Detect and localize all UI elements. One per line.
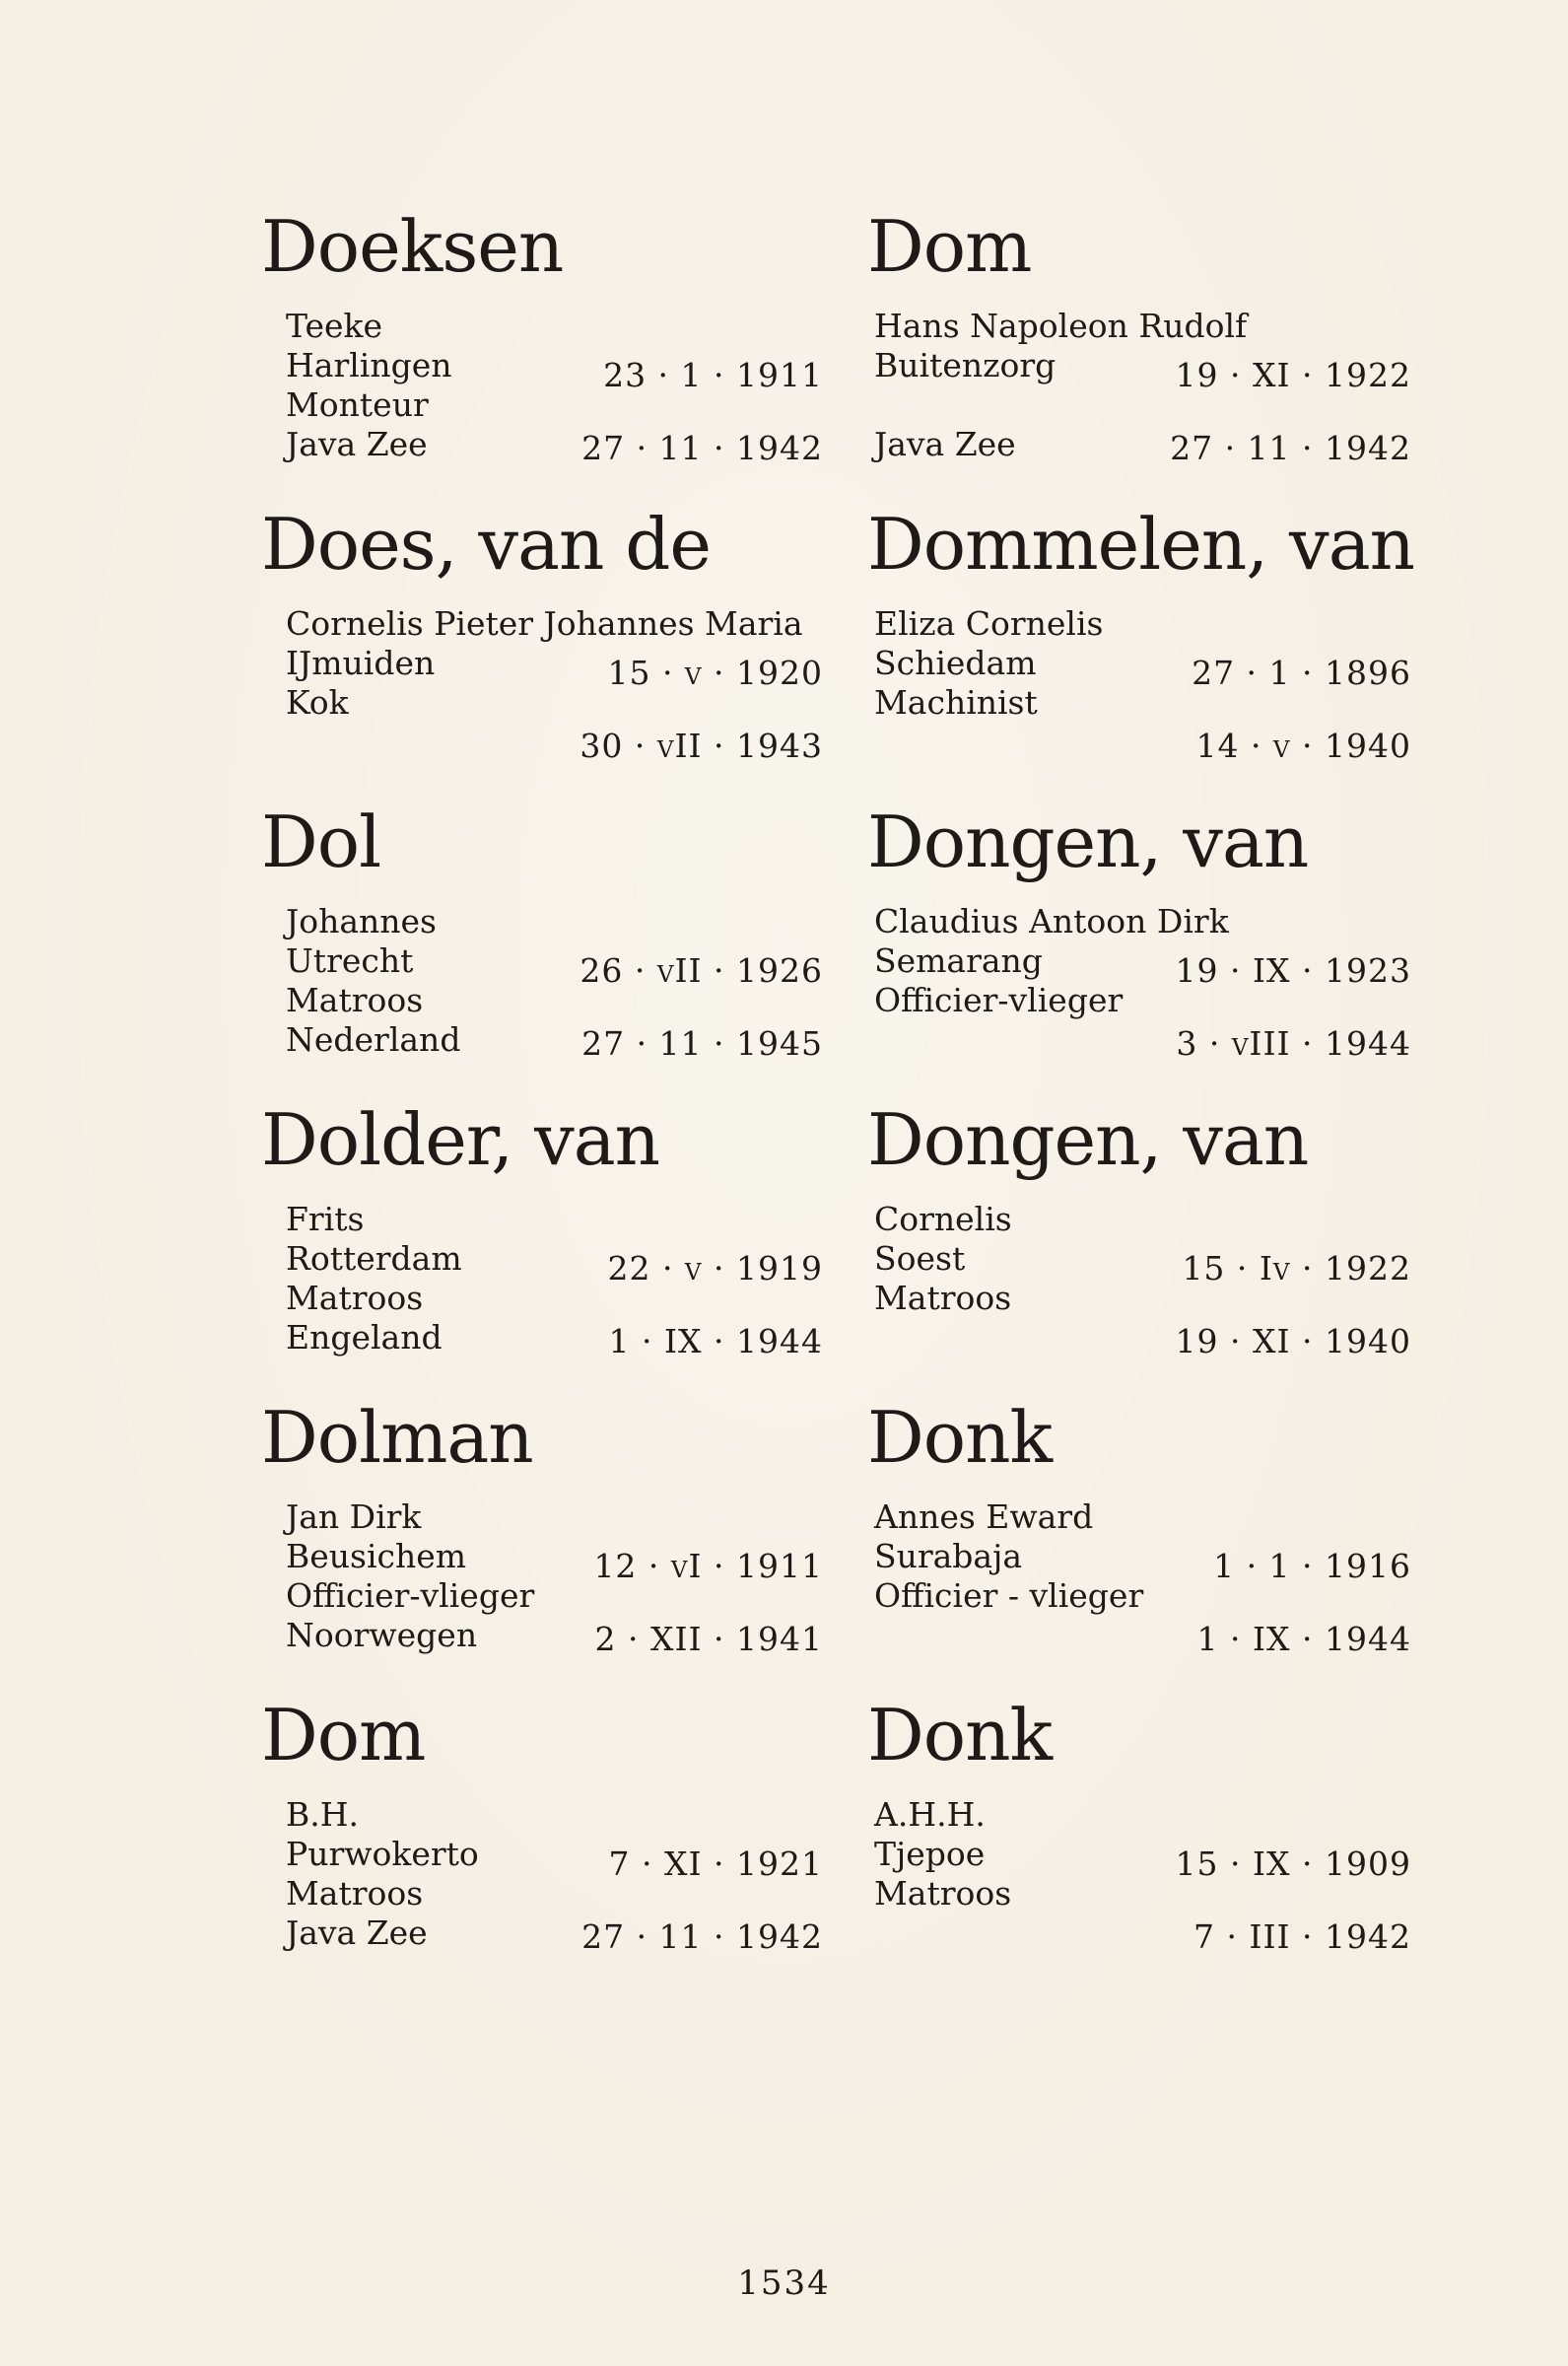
death-row: [261, 425, 823, 467]
given-names: Frits: [286, 1200, 365, 1238]
birthplace: Buitenzorg: [874, 346, 1057, 384]
given-names: Jan Dirk: [286, 1497, 422, 1536]
birth-row: [867, 941, 1411, 990]
occupation: Matroos: [286, 981, 424, 1019]
given-names: Cornelis: [874, 1200, 1012, 1238]
given-names-row: [261, 1497, 823, 1537]
birthplace: Purwokerto: [286, 1835, 479, 1873]
birth-date: 23 · 1 · 1911: [603, 356, 823, 394]
occupation: Machinist: [874, 683, 1038, 722]
occupation: Matroos: [286, 1279, 424, 1317]
birth-date: 26 · vII · 1926: [579, 951, 823, 990]
given-names-row: [867, 307, 1411, 346]
entry-card: [867, 202, 1411, 500]
occupation: Officier - vlieger: [874, 1576, 1144, 1615]
given-names: Cornelis Pieter Johannes Maria: [286, 604, 803, 643]
occupation-row: [261, 385, 823, 425]
given-names-row: [867, 902, 1411, 941]
death-date: 1 · IX · 1944: [608, 1322, 823, 1360]
death-date: 2 · XII · 1941: [594, 1620, 823, 1658]
death-row: [867, 1914, 1411, 1956]
entry-card: [261, 202, 823, 500]
death-date: 27 · 11 · 1942: [581, 429, 823, 467]
death-row: [261, 1020, 823, 1063]
surname: Dongen, van: [867, 1098, 1309, 1181]
entry-card: [261, 1095, 823, 1393]
given-names-row: [261, 604, 823, 644]
surname: Dolder, van: [261, 1098, 660, 1181]
death-row: [867, 1318, 1411, 1360]
birthplace: Tjepoe: [874, 1835, 986, 1873]
death-place: Noorwegen: [286, 1616, 478, 1654]
occupation: Kok: [286, 683, 349, 722]
surname: Dol: [261, 800, 381, 883]
surname: Does, van de: [261, 503, 711, 586]
death-date: 27 · 11 · 1942: [581, 1917, 823, 1956]
right-column: [867, 202, 1414, 1988]
birth-row: [867, 346, 1411, 394]
entry-card: [867, 1393, 1411, 1691]
death-place: Java Zee: [286, 1914, 428, 1952]
entry-card: [867, 1691, 1411, 1988]
occupation-row: [867, 1874, 1411, 1914]
entry-card: [261, 500, 823, 798]
birthplace: IJmuiden: [286, 644, 436, 682]
death-date: 14 · v · 1940: [1195, 727, 1411, 765]
occupation-row: [867, 385, 1411, 425]
birth-date: 15 · Iv · 1922: [1182, 1249, 1411, 1287]
occupation-row: [261, 981, 823, 1020]
given-names-row: [867, 604, 1411, 644]
birth-row: [261, 644, 823, 692]
occupation: Matroos: [286, 1874, 424, 1913]
given-names: Claudius Antoon Dirk: [874, 902, 1229, 940]
birthplace: Soest: [874, 1239, 966, 1278]
birth-row: [261, 1537, 823, 1585]
entry-card: [261, 1691, 823, 1988]
death-place: Java Zee: [874, 425, 1016, 463]
birth-date: 7 · XI · 1921: [608, 1844, 823, 1883]
left-column: [261, 202, 823, 1988]
occupation-row: [867, 1279, 1411, 1318]
surname: Dommelen, van: [867, 503, 1414, 586]
occupation-row: [867, 1576, 1411, 1616]
birth-date: 15 · IX · 1909: [1175, 1844, 1411, 1883]
surname: Dolman: [261, 1396, 533, 1479]
entry-card: [867, 1095, 1411, 1393]
given-names-row: [261, 307, 823, 346]
occupation: Matroos: [874, 1279, 1012, 1317]
death-date: 3 · vIII · 1944: [1176, 1024, 1411, 1063]
birth-row: [867, 1239, 1411, 1287]
birth-row: [261, 346, 823, 394]
given-names: Annes Eward: [874, 1497, 1094, 1536]
occupation-row: [261, 1874, 823, 1914]
birthplace: Harlingen: [286, 346, 452, 384]
birth-row: [867, 1835, 1411, 1883]
death-row: [867, 1020, 1411, 1063]
death-row: [867, 1616, 1411, 1658]
occupation-row: [867, 981, 1411, 1020]
given-names-row: [867, 1795, 1411, 1835]
entry-card: [867, 500, 1414, 798]
given-names: Eliza Cornelis: [874, 604, 1104, 643]
death-date: 27 · 11 · 1942: [1170, 429, 1411, 467]
death-row: [867, 723, 1411, 765]
page-number: 1534: [737, 2263, 831, 2303]
surname: Donk: [867, 1694, 1053, 1776]
death-row: [261, 1914, 823, 1956]
birthplace: Schiedam: [874, 644, 1037, 682]
birth-row: [261, 941, 823, 990]
birth-date: 15 · v · 1920: [607, 654, 823, 692]
death-date: 27 · 11 · 1945: [581, 1024, 823, 1063]
death-date: 7 · III · 1942: [1193, 1917, 1411, 1956]
occupation-row: [261, 1279, 823, 1318]
birth-row: [867, 1537, 1411, 1585]
surname: Donk: [867, 1396, 1053, 1479]
birth-date: 27 · 1 · 1896: [1192, 654, 1411, 692]
death-row: [261, 723, 823, 765]
occupation: Monteur: [286, 385, 429, 424]
birth-date: 19 · IX · 1923: [1175, 951, 1411, 990]
given-names: Johannes: [286, 902, 437, 940]
birth-row: [867, 644, 1411, 692]
entry-card: [261, 798, 823, 1095]
given-names-row: [261, 1200, 823, 1239]
entry-card: [867, 798, 1411, 1095]
death-row: [261, 1616, 823, 1658]
birth-date: 1 · 1 · 1916: [1213, 1547, 1411, 1585]
occupation-row: [261, 683, 823, 723]
birthplace: Surabaja: [874, 1537, 1023, 1575]
given-names: A.H.H.: [874, 1795, 986, 1834]
birth-date: 22 · v · 1919: [607, 1249, 823, 1287]
given-names-row: [261, 1795, 823, 1835]
given-names-row: [867, 1497, 1411, 1537]
given-names: B.H.: [286, 1795, 360, 1834]
surname: Dom: [867, 205, 1032, 288]
birth-row: [261, 1835, 823, 1883]
occupation-row: [261, 1576, 823, 1616]
occupation: Officier-vlieger: [286, 1576, 535, 1615]
death-place: Java Zee: [286, 425, 428, 463]
given-names: Teeke: [286, 307, 383, 345]
birth-row: [261, 1239, 823, 1287]
death-place: Nederland: [286, 1020, 461, 1059]
occupation: Officier-vlieger: [874, 981, 1124, 1019]
death-date: 1 · IX · 1944: [1196, 1620, 1411, 1658]
occupation: Matroos: [874, 1874, 1012, 1913]
death-date: 30 · vII · 1943: [579, 727, 823, 765]
birthplace: Rotterdam: [286, 1239, 462, 1278]
surname: Dongen, van: [867, 800, 1309, 883]
surname: Dom: [261, 1694, 426, 1776]
birth-date: 12 · vI · 1911: [593, 1547, 823, 1585]
surname: Doeksen: [261, 205, 564, 288]
given-names-row: [261, 902, 823, 941]
death-row: [261, 1318, 823, 1360]
given-names: Hans Napoleon Rudolf: [874, 307, 1248, 345]
given-names-row: [867, 1200, 1411, 1239]
death-place: Engeland: [286, 1318, 443, 1357]
birthplace: Utrecht: [286, 941, 414, 980]
death-date: 19 · XI · 1940: [1175, 1322, 1411, 1360]
occupation-row: [867, 683, 1411, 723]
birthplace: Beusichem: [286, 1537, 467, 1575]
entry-card: [261, 1393, 823, 1691]
birthplace: Semarang: [874, 941, 1043, 980]
death-row: [867, 425, 1411, 467]
birth-date: 19 · XI · 1922: [1175, 356, 1411, 394]
